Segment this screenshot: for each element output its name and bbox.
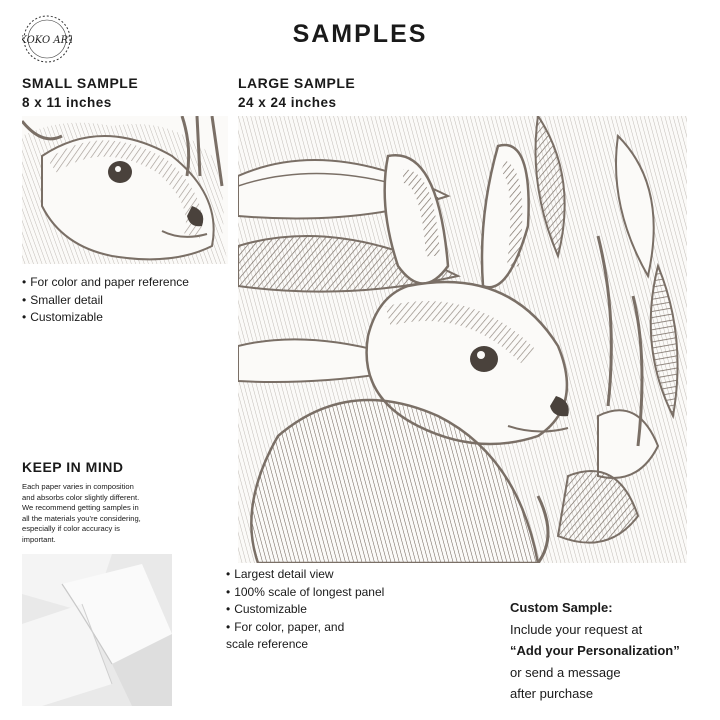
list-item: • For color, paper, and	[226, 619, 384, 637]
custom-sample-line: Include your request at	[510, 621, 643, 637]
list-item: • For color and paper reference	[22, 274, 189, 292]
custom-sample-line: or send a message	[510, 664, 621, 680]
large-sample-size: 24 x 24 inches	[238, 95, 337, 110]
text-line: especially if color accuracy is	[22, 524, 120, 534]
custom-sample-line: after purchase	[510, 686, 594, 702]
list-item: • Largest detail view	[226, 566, 384, 584]
page-title: SAMPLES	[292, 20, 428, 48]
list-item: • Smaller detail	[22, 292, 189, 310]
large-sample-features	[226, 566, 384, 654]
list-item-continuation: scale reference	[226, 637, 309, 651]
list-item: • 100% scale of longest panel	[226, 584, 384, 602]
keep-in-mind-heading: KEEP IN MIND	[22, 459, 124, 475]
large-sample-heading: LARGE SAMPLE	[238, 75, 356, 91]
personalization-emphasis: “Add your Personalization”	[510, 643, 680, 659]
large-sample-image	[238, 116, 687, 563]
small-sample-size: 8 x 11 inches	[22, 95, 112, 110]
small-sample-image	[22, 116, 228, 264]
small-sample-heading: SMALL SAMPLE	[22, 75, 139, 91]
text-line: Each paper varies in composition	[22, 482, 134, 491]
rabbit-engraving-full	[238, 116, 687, 563]
folded-paper-illustration	[22, 554, 172, 706]
text-line: and absorbs color slightly different.	[22, 492, 140, 502]
logo-text: KOKO ART	[22, 35, 72, 46]
rabbit-engraving-closeup	[22, 116, 228, 264]
keep-in-mind-text	[22, 482, 182, 546]
list-item: • Customizable	[22, 309, 189, 327]
paper-samples-photo	[22, 554, 172, 706]
list-item: • Customizable	[226, 601, 384, 619]
custom-sample-heading: Custom Sample:	[510, 600, 613, 615]
small-sample-features	[22, 274, 189, 327]
custom-sample-info	[510, 597, 710, 705]
text-line: all the materials you're considering,	[22, 513, 141, 523]
text-line: important.	[22, 534, 56, 544]
text-line: We recommend getting samples in	[22, 503, 139, 513]
